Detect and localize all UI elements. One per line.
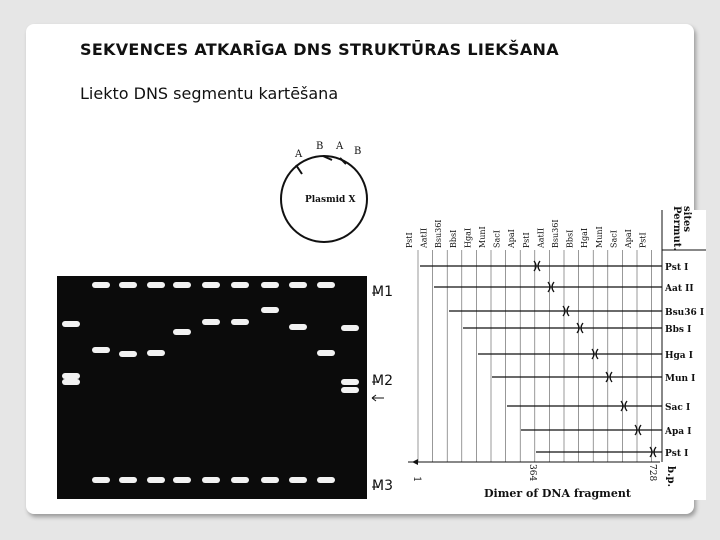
- enzyme-label: Mun I: [665, 374, 696, 384]
- gel-band: [317, 282, 335, 288]
- gel-band: [92, 282, 110, 288]
- top-label: AatII: [536, 227, 546, 248]
- enzyme-label: Aat II: [665, 284, 694, 294]
- gel-band: [261, 477, 279, 483]
- slide-title: SEKVENCES ATKARĪGA DNS STRUKTŪRAS LIEKŠANA: [80, 40, 559, 59]
- top-label: ApaI: [507, 229, 517, 248]
- marker-m3: M3: [372, 478, 393, 494]
- top-label: SacI: [609, 230, 619, 248]
- gel-band: [317, 350, 335, 356]
- top-label: AatII: [419, 227, 429, 248]
- gel-band: [62, 321, 80, 327]
- gel-band: [119, 477, 137, 483]
- plasmid-marker-b1: B: [316, 141, 324, 152]
- gel-band: [119, 351, 137, 357]
- top-label: HgaI: [580, 227, 590, 248]
- top-label: PstI: [521, 232, 531, 248]
- arrow-left-icon: [372, 395, 384, 401]
- plasmid-marker-a1: A: [295, 149, 303, 160]
- top-label: ApaI: [624, 229, 633, 248]
- enzyme-label: Bbs I: [665, 325, 692, 335]
- gel-band: [289, 282, 307, 288]
- gel-band: [261, 307, 279, 313]
- gel-band: [261, 282, 279, 288]
- top-label: SacI: [492, 230, 502, 248]
- top-label: PstI: [405, 232, 414, 248]
- permut-header-2: sites: [681, 206, 692, 233]
- permut-header-1: Permut.: [671, 206, 682, 251]
- gel-band: [231, 477, 249, 483]
- gel-band: [341, 387, 359, 393]
- plasmid-diagram: [281, 141, 367, 242]
- enzyme-label: Sac I: [665, 403, 691, 413]
- plasmid-marker-a2: A: [336, 141, 344, 152]
- slide-subtitle: Liekto DNS segmentu kartēšana: [80, 84, 339, 103]
- gel-band: [317, 477, 335, 483]
- gel-band: [119, 282, 137, 288]
- gel-band: [173, 282, 191, 288]
- plasmid-label: Plasmid X: [305, 195, 356, 205]
- axis-mid-label: 364: [527, 464, 537, 482]
- gel-band: [202, 282, 220, 288]
- gel-band: [202, 477, 220, 483]
- top-label: Bsu36I: [434, 219, 444, 248]
- gel-band: [147, 350, 165, 356]
- gel-band: [173, 477, 191, 483]
- diagram-caption: Dimer of DNA fragment: [484, 487, 631, 500]
- plasmid-marker-b2: B: [354, 146, 362, 157]
- marker-m1: M1: [372, 284, 393, 300]
- gel-band: [62, 373, 80, 379]
- gel-band: [341, 379, 359, 385]
- gel-image: [57, 276, 367, 499]
- gel-band: [202, 319, 220, 325]
- gel-band: [231, 282, 249, 288]
- axis-start-label: 1: [411, 476, 422, 483]
- top-label: BbsI: [565, 229, 575, 248]
- enzyme-label: Pst I: [665, 449, 689, 459]
- enzyme-label: Bsu36 I: [665, 308, 705, 318]
- gel-band: [231, 319, 249, 325]
- enzyme-label: Apa I: [665, 427, 692, 437]
- gel-band: [173, 329, 191, 335]
- top-label: MunI: [594, 226, 604, 248]
- marker-m2: M2: [372, 373, 393, 389]
- enzyme-label: Hga I: [665, 351, 693, 361]
- gel-band: [289, 477, 307, 483]
- mapping-diagram: [405, 206, 706, 500]
- top-label: MunI: [478, 226, 487, 248]
- top-label: BbsI: [448, 229, 458, 248]
- top-label: PstI: [638, 232, 648, 248]
- gel-band: [341, 325, 359, 331]
- gel-band: [289, 324, 307, 330]
- top-label: HgaI: [463, 227, 473, 248]
- gel-band: [147, 477, 165, 483]
- top-label: Bsu36I: [551, 219, 560, 248]
- gel-band: [147, 282, 165, 288]
- gel-markers: [372, 284, 393, 494]
- gel-band: [92, 477, 110, 483]
- axis-end-label: 728: [647, 464, 657, 482]
- gel-band: [92, 347, 110, 353]
- axis-unit-label: b.p.: [665, 466, 676, 487]
- enzyme-label: Pst I: [665, 263, 689, 273]
- gel-band: [62, 379, 80, 385]
